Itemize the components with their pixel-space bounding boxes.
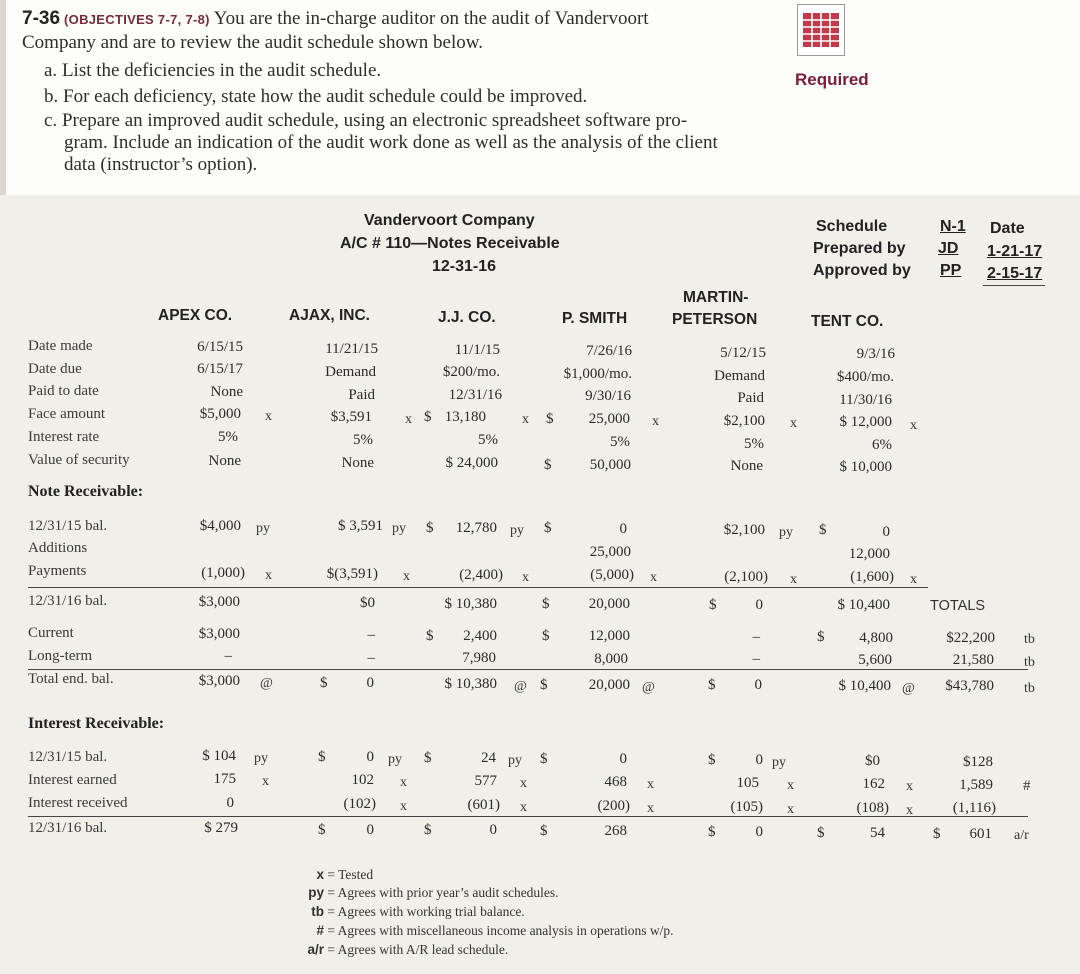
smith-int-received: (200): [597, 798, 630, 814]
apex-bal-16: $3,000: [198, 594, 240, 610]
jj-bal-15: 12,780: [455, 520, 497, 536]
interest-label-bal-15: 12/31/15 bal.: [28, 749, 108, 765]
tent-bal-16: $ 10,400: [837, 597, 890, 613]
ajax-date-due: Demand: [325, 364, 376, 380]
martin-date-due: Demand: [714, 368, 765, 384]
schedule-company: Vandervoort Company: [364, 212, 535, 229]
jj-int-received: (601): [467, 797, 500, 813]
smith-bal-15-dollar: $: [544, 520, 552, 536]
martin-int-earned: 105: [736, 775, 759, 791]
tick-mark-x: x: [400, 799, 407, 814]
smith-int-bal-15: 0: [619, 751, 627, 767]
task-a: [44, 60, 381, 81]
tent-bal-15-dollar: $: [819, 522, 827, 538]
prepared-label: Prepared by: [813, 240, 906, 257]
apex-int-received: 0: [226, 795, 234, 811]
section-note-receivable: Note Receivable:: [28, 483, 144, 500]
task-c: [44, 110, 687, 131]
tent-paid: 11/30/16: [839, 392, 892, 408]
problem-heading: [22, 8, 649, 30]
col-header-smith: P. SMITH: [562, 310, 628, 327]
col-header-apex: APEX CO.: [158, 307, 233, 324]
jj-current: 2,400: [463, 628, 497, 644]
jj-current-dollar: $: [426, 628, 434, 644]
legend-symbol: x: [316, 867, 324, 882]
tick-mark-py: py: [508, 753, 522, 768]
totals-label: TOTALS: [930, 598, 986, 614]
jj-int-bal-16-dollar: $: [424, 822, 432, 838]
martin-int-bal-16: 0: [755, 824, 763, 840]
col-header-tent: TENT CO.: [811, 313, 884, 330]
martin-bal-16: 0: [755, 597, 763, 613]
jj-int-earned: 577: [474, 773, 497, 789]
apex-int-bal-16: $ 279: [204, 820, 238, 836]
totals-int-bal-16-dollar: $: [933, 826, 941, 842]
jj-payments: (2,400): [459, 567, 503, 583]
ajax-total: 0: [366, 675, 374, 691]
notes-label-additions: Additions: [28, 540, 88, 556]
jj-total: $ 10,380: [444, 676, 497, 692]
smith-int-bal-15-dollar: $: [540, 751, 548, 767]
tick-mark-x: x: [906, 779, 913, 794]
tick-mark-x: x: [650, 570, 657, 585]
legend-text: = Agrees with A/R lead schedule.: [327, 942, 509, 957]
smith-bal-15: 0: [619, 521, 627, 537]
tick-mark-tb: tb: [1024, 632, 1035, 647]
legend-symbol: a/r: [307, 942, 324, 957]
split-label-total: Total end. bal.: [28, 671, 114, 687]
martin-bal-16-dollar: $: [709, 597, 717, 613]
ajax-face: $3,591: [330, 409, 372, 425]
apex-int-bal-15: $ 104: [202, 748, 236, 764]
task-a-text: List the deficiencies in the audit schedule.: [61, 60, 382, 81]
task-c-line3: data (instructor’s option).: [64, 154, 258, 175]
jj-date-due: $200/mo.: [442, 364, 500, 380]
jj-long-term: 7,980: [462, 650, 496, 666]
problem-intro-line2: Company and are to review the audit schedule shown below.: [22, 32, 483, 53]
apex-payments: (1,000): [201, 565, 245, 581]
approved-label: Approved by: [813, 262, 911, 279]
martin-int-bal-16-dollar: $: [708, 824, 716, 840]
row-label-date-due: Date due: [28, 361, 82, 377]
schedule-number: N-1: [940, 218, 966, 235]
approved-initials: PP: [940, 262, 962, 279]
tick-mark-x: x: [910, 418, 917, 433]
jj-paid: 12/31/16: [448, 387, 502, 403]
martin-face: $2,100: [723, 413, 765, 429]
martin-long-term: –: [752, 651, 760, 667]
tent-payments: (1,600): [850, 569, 894, 585]
split-label-current: Current: [28, 625, 74, 641]
ajax-int-received: (102): [343, 796, 376, 812]
date-label: Date: [990, 220, 1025, 237]
legend-text: = Agrees with miscellaneous income analysis in operations w/p.: [327, 923, 674, 938]
split-label-long-term: Long-term: [28, 648, 93, 664]
tick-mark-at: @: [642, 680, 655, 695]
martin-total: 0: [754, 677, 762, 693]
martin-bal-15: $2,100: [723, 522, 765, 538]
legend-symbol: py: [308, 885, 324, 900]
problem-intro-line1: You are the in-charge auditor on the audit of Vandervoort: [213, 8, 649, 29]
legend-item: [300, 885, 559, 901]
smith-bal-16-dollar: $: [542, 596, 550, 612]
apex-rate: 5%: [218, 429, 238, 445]
notes-label-bal-15: 12/31/15 bal.: [28, 518, 108, 534]
tick-mark-at: @: [260, 676, 273, 691]
tent-total: $ 10,400: [838, 678, 891, 694]
apex-total: $3,000: [198, 673, 240, 689]
tent-security: $ 10,000: [839, 459, 892, 475]
section-interest-receivable: Interest Receivable:: [28, 715, 165, 732]
ajax-int-bal-15-dollar: $: [318, 749, 326, 765]
task-a-letter: a.: [44, 60, 58, 81]
tent-rate: 6%: [872, 437, 892, 453]
totals-int-received: (1,116): [952, 800, 996, 816]
tick-mark-x: x: [405, 412, 412, 427]
smith-payments: (5,000): [590, 567, 634, 583]
legend-item: [300, 923, 674, 939]
schedule-label: Schedule: [816, 218, 888, 235]
tick-mark-x: x: [647, 777, 654, 792]
ajax-date-made: 11/21/15: [325, 341, 378, 357]
task-b-text: For each deficiency, state how the audit schedule could be improved.: [63, 86, 588, 107]
tent-long-term: 5,600: [858, 652, 892, 668]
smith-security: 50,000: [589, 457, 631, 473]
martin-current: –: [752, 629, 760, 645]
tent-bal-15: 0: [882, 524, 890, 540]
schedule-date: 12-31-16: [432, 258, 497, 275]
row-label-paid-to-date: Paid to date: [28, 383, 99, 399]
ajax-bal-15: $ 3,591: [338, 518, 383, 534]
tent-additions: 12,000: [848, 546, 890, 562]
tick-mark-x: x: [265, 409, 272, 424]
martin-date-made: 5/12/15: [720, 345, 766, 361]
ajax-int-earned: 102: [351, 772, 374, 788]
tent-date-due: $400/mo.: [836, 369, 894, 385]
ajax-int-bal-16: 0: [366, 822, 374, 838]
long-term-rule: [28, 669, 1028, 670]
tick-mark-x: x: [520, 800, 527, 815]
header-rule: [983, 285, 1045, 286]
legend-item: [300, 867, 373, 883]
tent-int-received: (108): [856, 800, 889, 816]
tent-int-earned: 162: [862, 776, 885, 792]
totals-long-term: 21,580: [952, 652, 994, 668]
tick-mark-x: x: [787, 802, 794, 817]
smith-date-due: $1,000/mo.: [563, 366, 632, 382]
smith-security-dollar: $: [544, 457, 552, 473]
smith-paid: 9/30/16: [585, 388, 631, 404]
tick-mark-x: x: [790, 572, 797, 587]
ajax-paid: Paid: [348, 387, 375, 403]
tick-mark-x: x: [652, 414, 659, 429]
totals-int-bal-16: 601: [969, 826, 992, 842]
smith-face-dollar: $: [546, 411, 554, 427]
tent-int-bal-16: 54: [870, 825, 885, 841]
tick-mark-tb: tb: [1024, 681, 1035, 696]
martin-int-bal-15: 0: [755, 752, 763, 768]
totals-current: $22,200: [946, 630, 995, 646]
prepared-initials: JD: [938, 240, 959, 257]
row-label-value-security: Value of security: [28, 452, 130, 468]
tent-int-bal-16-dollar: $: [817, 825, 825, 841]
totals-int-earned: 1,589: [959, 777, 993, 793]
ajax-rate: 5%: [353, 432, 373, 448]
notes-label-bal-16: 12/31/16 bal.: [28, 593, 108, 609]
legend-text: = Agrees with prior year’s audit schedules.: [327, 885, 559, 900]
smith-face: 25,000: [588, 411, 630, 427]
problem-number: 7-36: [22, 8, 61, 29]
tick-mark-py: py: [254, 751, 268, 766]
apex-bal-15: $4,000: [199, 518, 241, 534]
tent-current: 4,800: [859, 630, 893, 646]
apex-paid: None: [210, 384, 243, 400]
legend-symbol: tb: [311, 904, 324, 919]
tick-mark-x: x: [787, 778, 794, 793]
tick-mark-x: x: [400, 775, 407, 790]
ajax-long-term: –: [367, 650, 375, 666]
task-c-line2: gram. Include an indication of the audit work done as well as the analysis of the client: [64, 132, 718, 153]
martin-int-bal-15-dollar: $: [708, 752, 716, 768]
tick-mark-py: py: [256, 521, 270, 536]
ajax-bal-16: $0: [360, 595, 375, 611]
ajax-total-dollar: $: [320, 675, 328, 691]
jj-face: 13,180: [444, 409, 486, 425]
approved-date: 2-15-17: [987, 265, 1043, 282]
tick-mark-py: py: [510, 523, 524, 538]
legend-text: = Tested: [327, 867, 374, 882]
required-label: Required: [795, 70, 869, 89]
interest-label-received: Interest received: [28, 795, 128, 811]
col-header-peterson: PETERSON: [672, 311, 758, 328]
smith-additions: 25,000: [589, 544, 631, 560]
jj-bal-15-dollar: $: [426, 520, 434, 536]
notes-label-payments: Payments: [28, 563, 87, 579]
smith-long-term: 8,000: [594, 651, 628, 667]
tent-face: $ 12,000: [839, 414, 892, 430]
task-c-text: Prepare an improved audit schedule, using an electronic spreadsheet software pro-: [61, 110, 688, 131]
legend-symbol: #: [316, 923, 324, 938]
schedule-account: A/C # 110—Notes Receivable: [340, 235, 560, 252]
tick-mark-py: py: [779, 525, 793, 540]
jj-date-made: 11/1/15: [454, 342, 500, 358]
jj-int-bal-15: 24: [481, 750, 496, 766]
jj-bal-16: $ 10,380: [444, 596, 497, 612]
jj-security: $ 24,000: [445, 455, 498, 471]
totals-total: $43,780: [945, 678, 994, 694]
row-label-interest-rate: Interest rate: [28, 429, 100, 445]
tick-mark-at: @: [514, 679, 527, 694]
tick-mark-py: py: [392, 521, 406, 536]
tick-mark-x: x: [790, 416, 797, 431]
tick-mark-x: x: [262, 774, 269, 789]
apex-date-made: 6/15/15: [197, 339, 243, 355]
smith-int-bal-16: 268: [604, 823, 627, 839]
tick-mark-at: @: [902, 681, 915, 696]
apex-face: $5,000: [199, 406, 241, 422]
smith-int-bal-16-dollar: $: [540, 823, 548, 839]
apex-int-earned: 175: [213, 771, 236, 787]
tick-mark-py: py: [388, 752, 402, 767]
col-header-martin: MARTIN-: [683, 289, 749, 306]
smith-total-dollar: $: [540, 677, 548, 693]
ajax-int-bal-15: 0: [366, 749, 374, 765]
tick-mark-x: x: [647, 801, 654, 816]
task-c-letter: c.: [44, 110, 58, 131]
martin-payments: (2,100): [724, 569, 768, 585]
smith-total: 20,000: [588, 677, 630, 693]
legend-text: = Agrees with working trial balance.: [327, 904, 525, 919]
jj-face-dollar: $: [424, 409, 432, 425]
martin-security: None: [730, 458, 763, 474]
ajax-security: None: [341, 455, 374, 471]
martin-int-received: (105): [730, 799, 763, 815]
totals-int-bal-15: $128: [963, 754, 993, 770]
ajax-payments: $(3,591): [326, 566, 378, 582]
tick-mark-tb: tb: [1024, 655, 1035, 670]
legend-item: [300, 942, 508, 958]
row-label-face-amount: Face amount: [28, 406, 106, 422]
col-header-jj: J.J. CO.: [438, 309, 496, 326]
tick-mark-x: x: [520, 776, 527, 791]
spreadsheet-icon: [797, 4, 845, 56]
prepared-date: 1-21-17: [987, 243, 1043, 260]
col-header-ajax: AJAX, INC.: [289, 307, 370, 324]
martin-paid: Paid: [737, 390, 764, 406]
smith-int-earned: 468: [604, 774, 627, 790]
smith-rate: 5%: [610, 434, 630, 450]
tick-mark-py: py: [772, 755, 786, 770]
row-label-date-made: Date made: [28, 338, 93, 354]
tick-mark-x: x: [906, 803, 913, 818]
tent-int-bal-15: $0: [865, 753, 880, 769]
martin-total-dollar: $: [708, 677, 716, 693]
tick-mark-x: x: [910, 572, 917, 587]
smith-date-made: 7/26/16: [586, 343, 632, 359]
apex-security: None: [208, 453, 241, 469]
interest-label-bal-16: 12/31/16 bal.: [28, 820, 108, 836]
tick-mark-x: x: [522, 412, 529, 427]
interest-label-earned: Interest earned: [28, 772, 117, 788]
tick-mark-ar: a/r: [1014, 828, 1029, 843]
smith-bal-16: 20,000: [588, 596, 630, 612]
ajax-int-bal-16-dollar: $: [318, 822, 326, 838]
tick-mark-x: x: [403, 569, 410, 584]
problem-objectives: (OBJECTIVES 7-7, 7-8): [64, 12, 210, 27]
task-b-letter: b.: [44, 86, 59, 107]
tent-date-made: 9/3/16: [856, 346, 895, 362]
martin-rate: 5%: [744, 436, 764, 452]
task-b: [44, 86, 587, 107]
tick-mark-x: x: [265, 568, 272, 583]
jj-int-bal-16: 0: [489, 822, 497, 838]
apex-current: $3,000: [198, 626, 240, 642]
apex-date-due: 6/15/17: [197, 361, 243, 377]
ajax-current: –: [367, 627, 375, 643]
apex-long-term: –: [224, 648, 232, 664]
tick-mark-hash: #: [1023, 778, 1031, 794]
smith-current: 12,000: [588, 628, 630, 644]
tick-mark-x: x: [522, 570, 529, 585]
smith-current-dollar: $: [542, 628, 550, 644]
legend-item: [300, 904, 525, 920]
jj-rate: 5%: [478, 432, 498, 448]
tent-current-dollar: $: [817, 629, 825, 645]
jj-int-bal-15-dollar: $: [424, 750, 432, 766]
